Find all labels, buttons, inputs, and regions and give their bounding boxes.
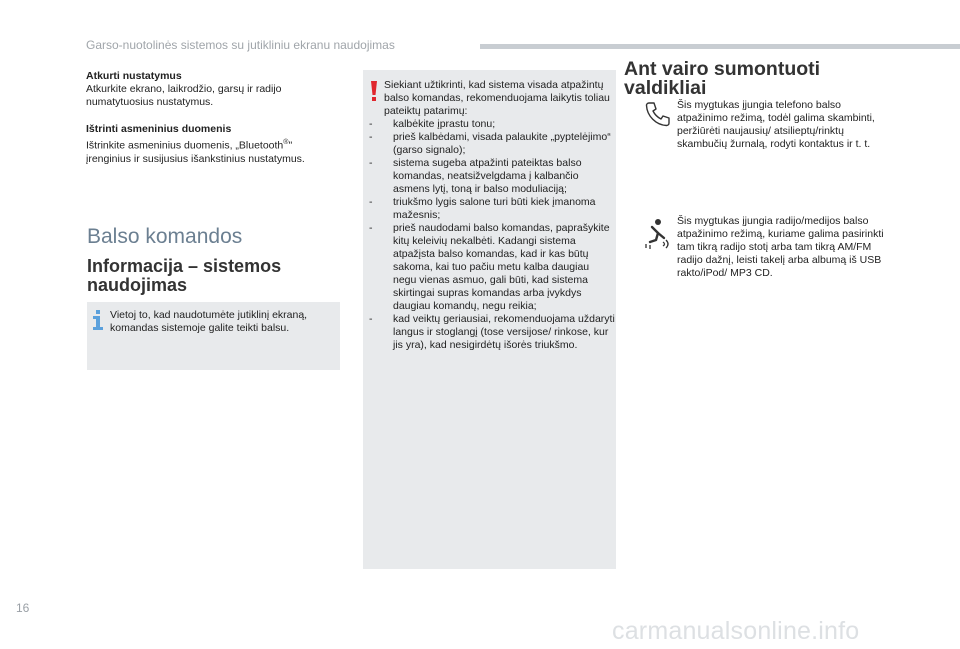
delete-data-body-end: " įrenginius ir susijusius išankstinius nustatymus. bbox=[86, 139, 305, 165]
page-number: 16 bbox=[16, 601, 30, 615]
section-subheading: Informacija – sistemos naudojimas bbox=[87, 256, 282, 295]
section-heading: Balso komandos bbox=[87, 225, 243, 248]
header-rule bbox=[480, 44, 960, 49]
delete-data-title: Ištrinti asmeninius duomenis bbox=[86, 123, 232, 135]
tips-list bbox=[369, 118, 615, 352]
delete-data-section bbox=[86, 123, 336, 166]
delete-data-body-start: Ištrinkite asmeninius duomenis, „Bluetooth bbox=[86, 139, 284, 152]
restore-settings-title: Atkurti nustatymus bbox=[86, 70, 182, 82]
phone-icon bbox=[644, 100, 672, 128]
restore-settings-body: Atkurkite ekrano, laikrodžio, garsų ir radijo numatytuosius nustatymus. bbox=[86, 83, 282, 108]
running-header: Garso-nuotolinės sistemos su jutikliniu ekranu naudojimas bbox=[86, 38, 395, 52]
restore-settings-section bbox=[86, 70, 336, 109]
list-dash: - bbox=[369, 313, 373, 325]
list-item bbox=[369, 118, 615, 131]
voice-command-icon bbox=[644, 218, 672, 250]
list-item-text: kalbėkite įprastu tonu; bbox=[393, 118, 496, 130]
list-item bbox=[369, 222, 615, 313]
list-dash: - bbox=[369, 131, 373, 143]
list-item bbox=[369, 131, 615, 157]
list-item bbox=[369, 196, 615, 222]
list-item-text: prieš naudodami balso komandas, paprašykite kitų keleivių nekalbėti. Kadangi sistema atpažįsta balso komandas, kad ir kas būtų sakoma, kai tuo pačiu metu kalba daugiau negu vienas asmuo, gali būti, kad sistema skirtingai supras komandas arba įvykdys daugiau komandų, negu reikia; bbox=[393, 222, 610, 312]
voice-button-description: Šis mygtukas įjungia radijo/medijos balso atpažinimo režimą, kuriame galima pasirinkti tam tikrą radijo stotį arba tam tikrą AM/FM radijo dažnį, leisti takelį arba albumą iš USB rakto/iPod/ MP3 CD. bbox=[677, 215, 884, 279]
list-item-text: prieš kalbėdami, visada palaukite „pyptelėjimo“ (garso signalo); bbox=[393, 131, 611, 156]
list-dash: - bbox=[369, 118, 373, 130]
steering-controls-heading: Ant vairo sumontuoti valdikliai bbox=[624, 58, 821, 99]
list-dash: - bbox=[369, 196, 373, 208]
warning-icon bbox=[368, 80, 380, 102]
list-item-text: sistema sugeba atpažinti pateiktas balso komandas, neatsižvelgdama į kalbančio asmens lytį, toną ir balso moduliaciją; bbox=[393, 157, 582, 195]
list-item bbox=[369, 313, 615, 352]
phone-button-description: Šis mygtukas įjungia telefono balso atpažinimo režimą, todėl galima skambinti, peržiūrėti naujausių/ atsilieptų/rinktų skambučių žurnalą, rodyti kontaktus ir t. t. bbox=[677, 99, 875, 150]
list-dash: - bbox=[369, 157, 373, 169]
info-text: Vietoj to, kad naudotumėte jutiklinį ekraną, komandas sistemoje galite teikti balsu. bbox=[110, 309, 308, 334]
list-item-text: triukšmo lygis salone turi būti kiek įmanoma mažesnis; bbox=[393, 196, 596, 221]
list-item-text: kad veiktų geriausiai, rekomenduojama uždaryti langus ir stoglangį (tose versijose/ rinkose, kur jis yra), kad nesigirdėtų išorės triukšmo. bbox=[393, 313, 615, 351]
warning-intro: Siekiant užtikrinti, kad sistema visada atpažintų balso komandas, rekomenduojama laikytis toliau pateiktų patarimų: bbox=[384, 79, 610, 117]
list-item bbox=[369, 157, 615, 196]
watermark: carmanualsonline.info bbox=[612, 617, 860, 645]
delete-data-body bbox=[86, 136, 336, 166]
info-icon bbox=[92, 309, 110, 331]
registered-mark: ® bbox=[283, 139, 289, 146]
list-dash: - bbox=[369, 222, 373, 234]
